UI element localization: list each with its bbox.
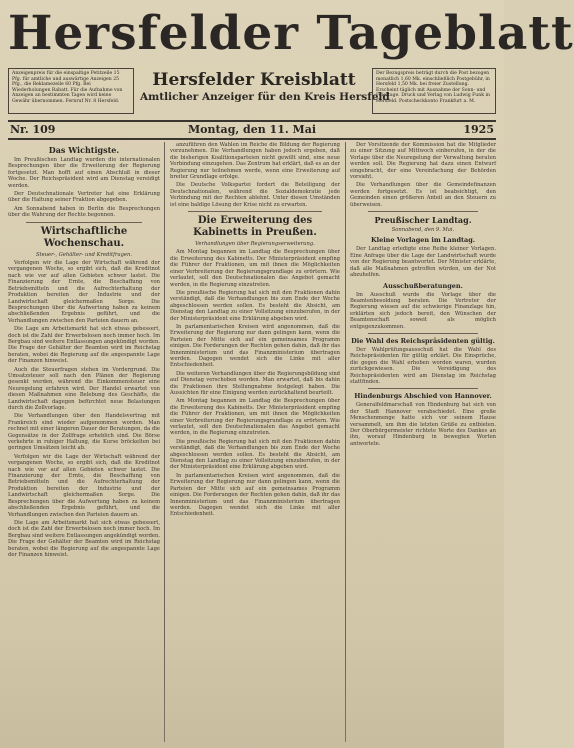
article-text: Die weiteren Verhandlungen über die Regierungsbildung sind auf Dienstag verschoben worden. Man erwartet, daß bis dahin die Fraktionen ihre Stellungnahme festgelegt haben. Die Aussichten für eine Einigung werden zurückhaltend beurteilt. [170, 370, 340, 396]
article-text: Verfolgen wir die Lage der Wirtschaft während der vergangenen Woche, so ergibt sich, daß die Kreditnot nach wie vor auf allen Gebieten schwer lastet. Die Finanzierung der Ernte, die Beschaffung von Betriebsmitteln und die Aufrechterhaltung der Produktion bereiten der Industrie und der Landwirtschaft gleichermaßen Sorge. Die Besprechungen über die Aufwertung haben zu keinem abschließenden Ergebnis geführt, und die Verhandlungen zwischen den Parteien dauern an. [8, 453, 160, 518]
article-text: Die preußische Regierung hat sich mit den Fraktionen dahin verständigt, daß die Verhandlungen bis zum Ende der Woche abgeschlossen werden sollen. Es besteht die Absicht, am Dienstag den Landtag zu einer Vollsitzung einzuberufen, in der der Ministerpräsident eine Erklärung abgeben wird. [170, 289, 340, 322]
article-text: Am Montag begannen im Landtag die Besprechungen über die Erweiterung des Kabinetts. Der Ministerpräsident empfing die Führer der Fraktionen, um mit ihnen die Möglichkeiten einer Verbreiterung der Regierungsgrundlage zu erörtern. Wie verlautet, soll den Deutschnationalen das Angebot gemacht werden, in die Regierung einzutreten. [170, 398, 340, 437]
article-text: Im Preußischen Landtag wurden die internationalen Besprechungen über die Erweiterung der Regierung fortgesetzt. Man hofft auf einen Abschluß in dieser Woche. Der Reichspräsident wird am Dienstag vereidigt werden. [8, 157, 160, 189]
article-text: Die Lage am Arbeitsmarkt hat sich etwas gebessert, doch ist die Zahl der Erwerbslosen noch immer hoch. Im Bergbau sind weitere Entlassungen angekündigt worden. Die Frage der Gehälter der Beamten wird im Reichstag beraten, wobei die Regierung auf die angespannte Lage der Finanzen hinweist. [8, 519, 160, 558]
article-text: Im Ausschuß wurde die Vorlage über die Beamtenbesoldung beraten. Die Vertreter der Regierung wiesen auf die schwierige Finanzlage hin, erklärten sich jedoch bereit, den Wünschen der Beamtenschaft soweit als möglich entgegenzukommen. [350, 291, 496, 330]
issue-number: Nr. 109 [10, 123, 56, 136]
article-heading: Kleine Vorlagen im Landtag. [370, 236, 476, 245]
article-text: Auch die Steuerfragen stehen im Vordergrund. Die Umsatzsteuer soll nach den Plänen der Regierung gesenkt werden, während die Einkommensteuer eine Neuregelung erfahren wird. Der Handel erwartet von diesen Maßnahmen eine Belebung des Geschäfts, die Landwirtschaft dagegen befürchtet neue Belastungen durch die Zollvorlage. [8, 366, 160, 411]
article-text: Generalfeldmarschall von Hindenburg hat sich von der Stadt Hannover verabschiedet. Eine große Menschenmenge hatte sich vor seinem Hause versammelt, um ihm die letzten Grüße zu entbieten. Der Oberbürgermeister richtete Worte des Dankes an ihn, worauf Hindenburg in bewegten Worten antwortete. [350, 402, 496, 447]
article-text: Die Verhandlungen über die Gemeindefinanzen werden fortgesetzt. Es ist beabsichtigt, den Gemeinden einen größeren Anteil an den Steuern zu überweisen. [350, 182, 496, 208]
article-text: Am Sonnabend haben in Berlin die Besprechungen über die Wahrung der Rechte begonnen. [8, 205, 160, 219]
article-subheading: Steuer-, Gehälter- und Kreditfragen. [35, 251, 132, 258]
subscription-box-right: Der Bezugspreis beträgt durch die Post bezogen monatlich 1,60 Mk. einschließlich Postgebühr, in Hersfeld 1,50 Mk. bei freier Zustellung. Erscheint täglich mit Ausnahme der Sonn- und Feiertage. Druck und Verlag von Ludwig Funk in Hersfeld. Postscheckkonto Frankfurt a. M. [372, 68, 496, 114]
article-text: Die Deutsche Volkspartei fordert die Beteiligung der Deutschnationalen, während die Sozialdemokratie jede Verbindung mit der Rechten ablehnt. Unter diesen Umständen ist eine baldige Lösung der Krise nicht zu erwarten. [170, 182, 340, 208]
article-heading: Das Wichtigste. [48, 145, 120, 155]
article-heading: Die Erweiterung des Kabinetts in Preußen. [193, 215, 317, 239]
article-text: Die Lage am Arbeitsmarkt hat sich etwas gebessert, doch ist die Zahl der Erwerbslosen noch immer hoch. Im Bergbau sind weitere Entlassungen angekündigt worden. Die Frage der Gehälter der Beamten wird im Reichstag beraten, wobei die Regierung auf die angespannte Lage der Finanzen hinweist. [8, 326, 160, 365]
paper-shading [0, 628, 504, 748]
article-text: Die preußische Regierung hat sich mit den Fraktionen dahin verständigt, daß die Verhandlungen bis zum Ende der Woche abgeschlossen werden sollen. Es besteht die Absicht, am Dienstag den Landtag zu einer Vollsitzung einzuberufen, in der der Ministerpräsident eine Erklärung abgeben wird. [170, 438, 340, 471]
article-heading: Ausschußberatungen. [383, 281, 463, 290]
divider [368, 333, 478, 334]
article-text: Verfolgen wir die Lage der Wirtschaft während der vergangenen Woche, so ergibt sich, daß die Kreditnot nach wie vor auf allen Gebieten schwer lastet. Die Finanzierung der Ernte, die Beschaffung von Betriebsmitteln und die Aufrechterhaltung der Produktion bereiten der Industrie und der Landwirtschaft gleichermaßen Sorge. Die Besprechungen über die Aufwertung haben zu keinem abschließenden Ergebnis geführt, und die Verhandlungen zwischen den Parteien dauern an. [8, 260, 160, 324]
subhead-title: Hersfelder Kreisblatt [152, 70, 356, 90]
article-text: Die Verhandlungen über den Handelsvertrag mit Frankreich sind wieder aufgenommen worden. Man rechnet mit einer längeren Dauer der Beratungen, da die Gegensätze in der Zollfrage erheblich sind. Die Börse verkehrte in ruhiger Haltung, die Kurse bröckelten bei geringen Umsätzen leicht ab. [8, 413, 160, 452]
divider [26, 222, 142, 223]
subhead [140, 70, 390, 104]
divider [368, 388, 478, 389]
article-text: Der Wahlprüfungsausschuß hat die Wahl des Reichspräsidenten für gültig erklärt. Die Einsprüche, die gegen die Wahl erhoben worden waren, wurden zurückgewiesen. Die Vereidigung des Reichspräsidenten wird am Dienstag im Reichstag stattfinden. [350, 346, 496, 385]
article-text: Der Landtag erledigte eine Reihe kleiner Vorlagen. Eine Anfrage über die Lage der Landwirtschaft wurde von der Regierung beantwortet. Der Minister erklärte, daß alle Maßnahmen getroffen würden, um der Not abzuhelfen. [350, 246, 496, 279]
article-subheading: Verhandlungen über Regierungserweiterung. [195, 241, 315, 248]
article-text: anzuführen den Wahlen im Reiche die Bildung der Regierung vorzunehmen. Die Verhandlungen haben jedoch ergeben, daß die bisherigen Koalitionsparteien nicht gewillt sind, eine neue Verbindung einzugehen. Das Zentrum hat erklärt, daß es an der Regierung nur teilnehmen werde, wenn eine Erweiterung auf breiter Grundlage erfolge. [170, 142, 340, 181]
subscription-box-left: Anzeigenpreis für die einspaltige Petitzeile 15 Pfg. für amtliche und auswärtige Anzeigen 25 Pfg., die Reklamezeile 60 Pfg. Bei Wiederholungen Rabatt. Für die Aufnahme von Anzeigen an bestimmten Tagen wird keine Gewähr übernommen. Fernruf Nr. 8 Hersfeld. [8, 68, 134, 114]
article-text: In parlamentarischen Kreisen wird angenommen, daß die Erweiterung der Regierung nur dann gelingen kann, wenn die Parteien der Mitte sich auf ein gemeinsames Programm einigen. Die Forderungen der Rechten gehen dahin, daß ihr das Innenministerium und das Finanzministerium übertragen werden. Dagegen wendet sich die Linke mit aller Entschiedenheit. [170, 472, 340, 518]
divider [368, 211, 478, 212]
article-subheading: Sonnabend, den 9. Mai. [391, 227, 455, 234]
article-text: Am Montag begannen im Landtag die Besprechungen über die Erweiterung des Kabinetts. Der Ministerpräsident empfing die Führer der Fraktionen, um mit ihnen die Möglichkeiten einer Verbreiterung der Regierungsgrundlage zu erörtern. Wie verlautet, soll den Deutschnationalen das Angebot gemacht werden, in die Regierung einzutreten. [170, 249, 340, 288]
dateline [8, 120, 496, 140]
article-heading: Die Wahl des Reichspräsidenten gültig. [351, 336, 495, 345]
subhead-subtitle: Amtlicher Anzeiger für den Kreis Hersfeld [140, 91, 390, 103]
issue-date: Montag, den 11. Mai [187, 123, 317, 136]
divider [188, 211, 322, 212]
article-text: Der Deutschnationale Vertreter hat eine Erklärung über die Haltung seiner Fraktion abgegeben. [8, 191, 160, 204]
article-text: In parlamentarischen Kreisen wird angenommen, daß die Erweiterung der Regierung nur dann gelingen kann, wenn die Parteien der Mitte sich auf ein gemeinsames Programm einigen. Die Forderungen der Rechten gehen dahin, daß ihr das Innenministerium und das Finanzministerium übertragen werden. Dagegen wendet sich die Linke mit aller Entschiedenheit. [170, 323, 340, 369]
article-heading: Hindenburgs Abschied von Hannover. [354, 392, 492, 401]
article-heading: Preußischer Landtag. [374, 215, 472, 226]
article-heading: Wirtschaftliche Wochenschau. [40, 225, 128, 249]
article-text: Der Vorsitzende der Kommission hat die Mitglieder zu einer Sitzung auf Mittwoch einberufen, in der die Vorlage über die Neuregelung der Verwaltung beraten werden soll. Die Regierung hat dazu einen Entwurf eingebracht, der eine Vereinfachung der Behörden vorsieht. [350, 142, 496, 181]
masthead-title: Hersfelder Tageblatt [8, 6, 574, 61]
issue-year: 1925 [463, 123, 494, 136]
